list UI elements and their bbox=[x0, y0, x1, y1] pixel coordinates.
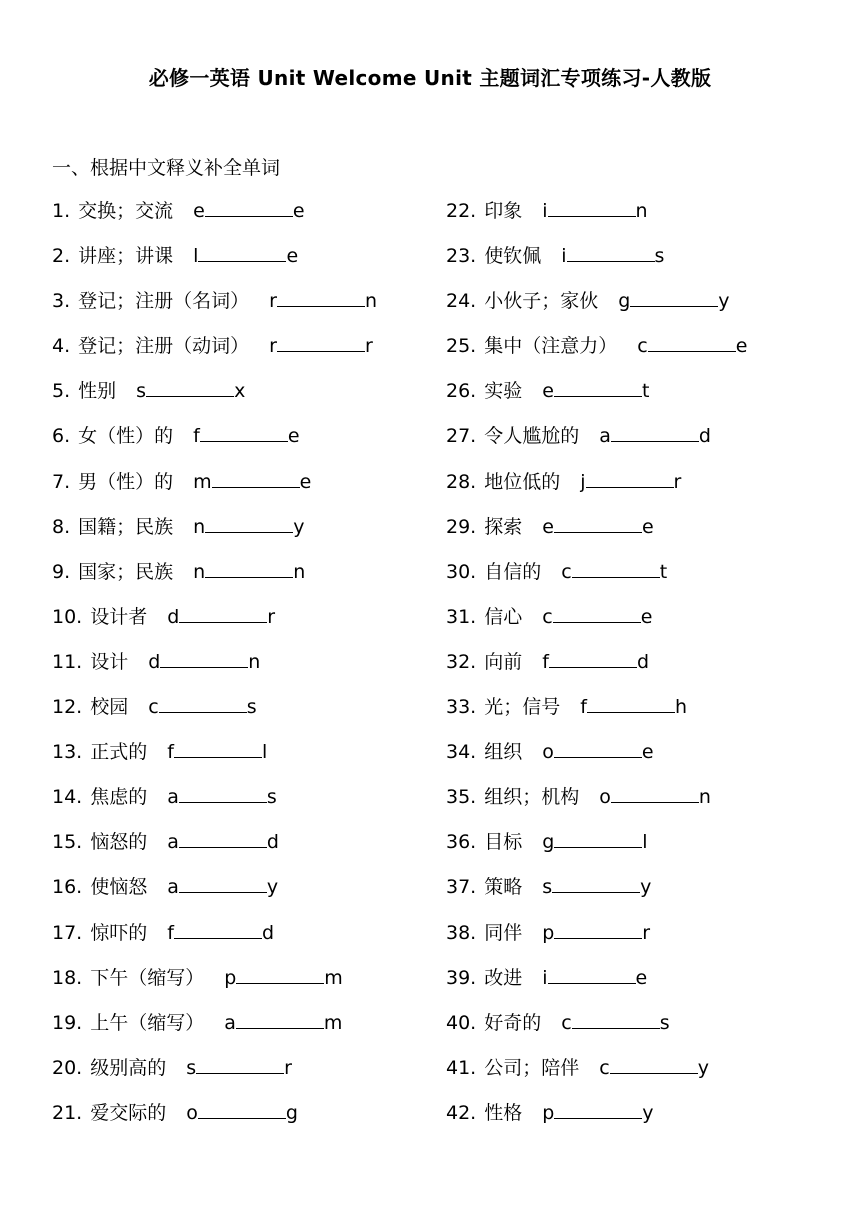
first-letter: d bbox=[167, 605, 180, 628]
last-letter: n bbox=[248, 650, 261, 673]
item-meaning: 设计 bbox=[90, 650, 129, 673]
item-number: 5. bbox=[52, 380, 71, 403]
blank-line[interactable] bbox=[277, 288, 365, 307]
exercise-item bbox=[52, 827, 377, 872]
first-letter: o bbox=[186, 1101, 198, 1124]
item-meaning: 下午（缩写） bbox=[90, 966, 205, 989]
last-letter: r bbox=[642, 921, 651, 944]
item-meaning: 恼怒的 bbox=[90, 831, 148, 854]
exercise-item bbox=[52, 782, 377, 827]
right-column bbox=[446, 196, 747, 1143]
last-letter: d bbox=[261, 921, 274, 944]
item-number: 6. bbox=[52, 425, 71, 448]
answer-blank[interactable] bbox=[542, 737, 653, 767]
exercise-item bbox=[52, 737, 377, 782]
exercise-item bbox=[446, 557, 747, 602]
last-letter: e bbox=[641, 515, 654, 538]
first-letter: f bbox=[167, 921, 174, 944]
item-meaning: 地位低的 bbox=[484, 470, 561, 493]
item-number: 36. bbox=[446, 831, 477, 854]
blank-line[interactable] bbox=[549, 649, 637, 668]
last-letter: l bbox=[642, 831, 648, 854]
last-letter: e bbox=[292, 200, 305, 222]
last-letter: e bbox=[286, 245, 299, 268]
blank-line[interactable] bbox=[205, 198, 293, 217]
first-letter: c bbox=[637, 335, 648, 358]
item-meaning: 好奇的 bbox=[484, 1011, 542, 1034]
blank-line[interactable] bbox=[236, 1010, 324, 1029]
blank-line[interactable] bbox=[548, 198, 636, 217]
first-letter: p bbox=[224, 966, 237, 989]
answer-blank[interactable] bbox=[561, 557, 667, 587]
answer-blank[interactable] bbox=[193, 421, 299, 451]
first-letter: c bbox=[561, 560, 572, 583]
last-letter: y bbox=[293, 515, 305, 538]
answer-blank[interactable] bbox=[542, 602, 652, 632]
last-letter: n bbox=[698, 786, 711, 809]
item-meaning: 设计者 bbox=[90, 605, 148, 628]
item-meaning: 校园 bbox=[90, 696, 129, 719]
exercise-item bbox=[446, 872, 747, 917]
blank-line[interactable] bbox=[554, 514, 642, 533]
last-letter: y bbox=[266, 876, 279, 899]
blank-line[interactable] bbox=[174, 739, 262, 758]
item-meaning: 正式的 bbox=[90, 741, 148, 764]
exercise-item bbox=[446, 827, 747, 872]
item-number: 42. bbox=[446, 1101, 477, 1124]
item-meaning: 国籍；民族 bbox=[78, 515, 174, 538]
answer-blank[interactable] bbox=[167, 827, 279, 857]
first-letter: c bbox=[599, 1056, 610, 1079]
item-number: 1. bbox=[52, 200, 71, 222]
exercise-item bbox=[446, 241, 747, 286]
item-meaning: 男（性）的 bbox=[78, 470, 174, 493]
last-letter: y bbox=[642, 1101, 654, 1124]
exercise-item bbox=[52, 376, 377, 421]
blank-line[interactable] bbox=[179, 874, 267, 893]
first-letter: m bbox=[193, 470, 212, 493]
exercise-item bbox=[52, 286, 377, 331]
exercise-item bbox=[446, 1053, 747, 1098]
first-letter: j bbox=[580, 470, 586, 493]
exercise-item bbox=[446, 1098, 747, 1143]
blank-line[interactable] bbox=[587, 694, 675, 713]
first-letter: o bbox=[542, 741, 554, 764]
first-letter: c bbox=[542, 605, 553, 628]
blank-line[interactable] bbox=[554, 739, 642, 758]
blank-line[interactable] bbox=[552, 874, 640, 893]
exercise-item bbox=[52, 602, 377, 647]
blank-line[interactable] bbox=[554, 1100, 642, 1119]
exercise-item bbox=[52, 963, 377, 1008]
exercise-item bbox=[446, 963, 747, 1008]
item-number: 40. bbox=[446, 1011, 477, 1034]
item-number: 26. bbox=[446, 380, 477, 403]
item-number: 24. bbox=[446, 290, 477, 313]
item-number: 11. bbox=[52, 650, 83, 673]
exercise-item bbox=[446, 1008, 747, 1053]
blank-line[interactable] bbox=[159, 694, 247, 713]
first-letter: n bbox=[193, 515, 206, 538]
last-letter: t bbox=[659, 560, 668, 583]
exercise-item bbox=[52, 196, 377, 241]
item-number: 21. bbox=[52, 1101, 83, 1124]
item-meaning: 集中（注意力） bbox=[484, 335, 618, 358]
last-letter: n bbox=[364, 290, 378, 313]
answer-blank[interactable] bbox=[269, 331, 373, 361]
exercise-item bbox=[52, 918, 377, 963]
answer-blank[interactable] bbox=[193, 241, 298, 271]
first-letter: p bbox=[542, 921, 555, 944]
last-letter: t bbox=[641, 380, 650, 403]
last-letter: m bbox=[323, 1011, 343, 1034]
answer-blank[interactable] bbox=[542, 1098, 653, 1128]
last-letter: e bbox=[287, 425, 300, 448]
blank-line[interactable] bbox=[205, 559, 293, 578]
first-letter: i bbox=[561, 245, 567, 268]
last-letter: r bbox=[284, 1056, 292, 1079]
answer-blank[interactable] bbox=[193, 196, 304, 226]
blank-line[interactable] bbox=[236, 965, 324, 984]
blank-line[interactable] bbox=[198, 1100, 286, 1119]
answer-blank[interactable] bbox=[193, 467, 311, 497]
exercise-item bbox=[446, 376, 747, 421]
first-letter: g bbox=[542, 831, 555, 854]
answer-blank[interactable] bbox=[224, 1008, 342, 1038]
blank-line[interactable] bbox=[200, 423, 288, 442]
answer-blank[interactable] bbox=[167, 918, 274, 948]
item-number: 34. bbox=[446, 741, 477, 764]
blank-line[interactable] bbox=[611, 423, 699, 442]
item-number: 25. bbox=[446, 335, 477, 358]
first-letter: e bbox=[542, 380, 554, 403]
exercise-item bbox=[52, 512, 377, 557]
first-letter: o bbox=[599, 786, 611, 809]
item-meaning: 同伴 bbox=[484, 921, 523, 944]
first-letter: a bbox=[167, 831, 179, 854]
blank-line[interactable] bbox=[572, 559, 660, 578]
item-meaning: 交换；交流 bbox=[78, 200, 174, 222]
last-letter: h bbox=[674, 696, 687, 719]
answer-blank[interactable] bbox=[148, 692, 256, 722]
exercise-item bbox=[446, 421, 747, 466]
exercise-item bbox=[446, 467, 747, 512]
exercise-item bbox=[52, 241, 377, 286]
first-letter: r bbox=[269, 335, 277, 358]
item-meaning: 爱交际的 bbox=[90, 1101, 167, 1124]
item-number: 32. bbox=[446, 650, 477, 673]
blank-line[interactable] bbox=[198, 243, 286, 262]
blank-line[interactable] bbox=[586, 469, 674, 488]
exercise-item bbox=[446, 196, 747, 241]
first-letter: a bbox=[167, 786, 179, 809]
last-letter: d bbox=[266, 831, 279, 854]
item-number: 30. bbox=[446, 560, 477, 583]
item-meaning: 探索 bbox=[484, 515, 523, 538]
blank-line[interactable] bbox=[146, 378, 234, 397]
item-number: 13. bbox=[52, 741, 83, 764]
item-meaning: 小伙子；家伙 bbox=[484, 290, 599, 313]
blank-line[interactable] bbox=[179, 784, 267, 803]
blank-line[interactable] bbox=[610, 1055, 698, 1074]
answer-blank[interactable] bbox=[580, 467, 681, 497]
section-heading: 一、根据中文释义补全单词 bbox=[52, 157, 281, 179]
exercise-item bbox=[446, 782, 747, 827]
first-letter: e bbox=[542, 515, 554, 538]
item-number: 38. bbox=[446, 921, 477, 944]
item-meaning: 策略 bbox=[484, 876, 523, 899]
last-letter: y bbox=[718, 290, 730, 313]
answer-blank[interactable] bbox=[136, 376, 245, 406]
answer-blank[interactable] bbox=[637, 331, 747, 361]
item-number: 8. bbox=[52, 515, 71, 538]
item-meaning: 公司；陪伴 bbox=[484, 1056, 580, 1079]
item-number: 20. bbox=[52, 1056, 83, 1079]
blank-line[interactable] bbox=[174, 920, 262, 939]
item-meaning: 向前 bbox=[484, 650, 523, 673]
item-number: 35. bbox=[446, 786, 477, 809]
exercise-item bbox=[446, 512, 747, 557]
exercise-item bbox=[52, 331, 377, 376]
answer-blank[interactable] bbox=[167, 782, 277, 812]
first-letter: f bbox=[580, 696, 587, 719]
item-meaning: 惊吓的 bbox=[90, 921, 148, 944]
answer-blank[interactable] bbox=[542, 963, 647, 993]
last-letter: m bbox=[324, 966, 343, 989]
last-letter: r bbox=[267, 605, 276, 628]
item-meaning: 实验 bbox=[484, 380, 523, 403]
exercise-item bbox=[52, 421, 377, 466]
last-letter: x bbox=[234, 380, 246, 403]
last-letter: e bbox=[641, 741, 654, 764]
answer-blank[interactable] bbox=[542, 827, 647, 857]
answer-blank[interactable] bbox=[542, 376, 649, 406]
item-meaning: 信心 bbox=[484, 605, 523, 628]
answer-blank[interactable] bbox=[542, 512, 653, 542]
answer-blank[interactable] bbox=[193, 557, 305, 587]
answer-blank[interactable] bbox=[599, 782, 711, 812]
blank-line[interactable] bbox=[648, 333, 736, 352]
item-meaning: 上午（缩写） bbox=[90, 1011, 205, 1034]
first-letter: f bbox=[542, 650, 549, 673]
first-letter: p bbox=[542, 1101, 555, 1124]
first-letter: d bbox=[148, 650, 161, 673]
item-number: 2. bbox=[52, 245, 71, 268]
exercise-item bbox=[446, 918, 747, 963]
answer-blank[interactable] bbox=[561, 1008, 669, 1038]
item-number: 23. bbox=[446, 245, 477, 268]
blank-line[interactable] bbox=[548, 965, 636, 984]
item-meaning: 女（性）的 bbox=[78, 425, 174, 448]
item-number: 18. bbox=[52, 966, 83, 989]
last-letter: r bbox=[673, 470, 682, 493]
item-number: 15. bbox=[52, 831, 83, 854]
left-column bbox=[52, 196, 377, 1143]
last-letter: n bbox=[293, 560, 306, 583]
first-letter: s bbox=[542, 876, 553, 899]
first-letter: f bbox=[167, 741, 174, 764]
last-letter: s bbox=[659, 1011, 670, 1034]
item-number: 7. bbox=[52, 470, 71, 493]
answer-blank[interactable] bbox=[148, 647, 260, 677]
first-letter: a bbox=[224, 1011, 236, 1034]
exercise-item bbox=[446, 602, 747, 647]
item-number: 9. bbox=[52, 560, 71, 583]
item-meaning: 登记；注册（动词） bbox=[78, 335, 250, 358]
exercise-item bbox=[52, 872, 377, 917]
last-letter: d bbox=[636, 650, 649, 673]
last-letter: g bbox=[285, 1101, 298, 1124]
item-number: 22. bbox=[446, 200, 477, 222]
item-meaning: 性格 bbox=[484, 1101, 523, 1124]
item-number: 3. bbox=[52, 290, 71, 313]
answer-blank[interactable] bbox=[599, 421, 711, 451]
exercise-item bbox=[52, 1008, 377, 1053]
answer-blank[interactable] bbox=[186, 1053, 292, 1083]
answer-blank[interactable] bbox=[224, 963, 343, 993]
blank-line[interactable] bbox=[554, 378, 642, 397]
item-meaning: 级别高的 bbox=[90, 1056, 167, 1079]
first-letter: s bbox=[136, 380, 147, 403]
first-letter: a bbox=[167, 876, 179, 899]
exercise-item bbox=[52, 647, 377, 692]
item-number: 27. bbox=[446, 425, 477, 448]
answer-blank[interactable] bbox=[186, 1098, 298, 1128]
exercise-item bbox=[446, 331, 747, 376]
first-letter: l bbox=[193, 245, 199, 268]
blank-line[interactable] bbox=[554, 829, 642, 848]
exercise-item bbox=[52, 692, 377, 737]
answer-blank[interactable] bbox=[542, 647, 649, 677]
item-number: 14. bbox=[52, 786, 83, 809]
item-meaning: 组织 bbox=[484, 741, 523, 764]
last-letter: d bbox=[698, 425, 711, 448]
item-meaning: 焦虑的 bbox=[90, 786, 148, 809]
item-number: 4. bbox=[52, 335, 71, 358]
blank-line[interactable] bbox=[553, 604, 641, 623]
blank-line[interactable] bbox=[160, 649, 248, 668]
item-meaning: 改进 bbox=[484, 966, 523, 989]
answer-blank[interactable] bbox=[580, 692, 687, 722]
last-letter: e bbox=[299, 470, 312, 493]
item-number: 17. bbox=[52, 921, 83, 944]
item-meaning: 讲座；讲课 bbox=[78, 245, 174, 268]
blank-line[interactable] bbox=[205, 514, 293, 533]
answer-blank[interactable] bbox=[599, 1053, 709, 1083]
first-letter: a bbox=[599, 425, 611, 448]
blank-line[interactable] bbox=[212, 469, 300, 488]
first-letter: g bbox=[618, 290, 631, 313]
first-letter: s bbox=[186, 1056, 197, 1079]
answer-blank[interactable] bbox=[542, 196, 647, 226]
last-letter: y bbox=[697, 1056, 709, 1079]
item-number: 29. bbox=[446, 515, 477, 538]
answer-blank[interactable] bbox=[167, 602, 275, 632]
first-letter: n bbox=[193, 560, 206, 583]
first-letter: c bbox=[561, 1011, 572, 1034]
first-letter: i bbox=[542, 966, 548, 989]
item-meaning: 自信的 bbox=[484, 560, 542, 583]
first-letter: f bbox=[193, 425, 200, 448]
answer-blank[interactable] bbox=[542, 872, 651, 902]
blank-line[interactable] bbox=[179, 604, 267, 623]
item-number: 33. bbox=[446, 696, 477, 719]
blank-line[interactable] bbox=[572, 1010, 660, 1029]
item-meaning: 印象 bbox=[484, 200, 523, 222]
blank-line[interactable] bbox=[196, 1055, 284, 1074]
exercise-item bbox=[52, 1053, 377, 1098]
item-number: 28. bbox=[446, 470, 477, 493]
item-meaning: 组织；机构 bbox=[484, 786, 580, 809]
exercise-item bbox=[52, 557, 377, 602]
blank-line[interactable] bbox=[630, 288, 718, 307]
last-letter: r bbox=[364, 335, 373, 358]
answer-blank[interactable] bbox=[561, 241, 664, 271]
answer-blank[interactable] bbox=[167, 872, 278, 902]
exercise-item bbox=[52, 467, 377, 512]
document-title: 必修一英语 Unit Welcome Unit 主题词汇专项练习-人教版 bbox=[148, 66, 712, 90]
item-meaning: 国家；民族 bbox=[78, 560, 174, 583]
last-letter: s bbox=[654, 245, 665, 268]
item-meaning: 使钦佩 bbox=[484, 245, 542, 268]
blank-line[interactable] bbox=[277, 333, 365, 352]
item-number: 37. bbox=[446, 876, 477, 899]
item-meaning: 目标 bbox=[484, 831, 523, 854]
item-meaning: 性别 bbox=[78, 380, 117, 403]
item-meaning: 光；信号 bbox=[484, 696, 561, 719]
first-letter: e bbox=[193, 200, 205, 222]
exercise-item bbox=[446, 647, 747, 692]
item-meaning: 使恼怒 bbox=[90, 876, 148, 899]
item-number: 31. bbox=[446, 605, 477, 628]
item-number: 10. bbox=[52, 605, 83, 628]
item-number: 39. bbox=[446, 966, 477, 989]
exercise-item bbox=[446, 737, 747, 782]
first-letter: r bbox=[269, 290, 277, 313]
blank-line[interactable] bbox=[554, 920, 642, 939]
exercise-item bbox=[52, 1098, 377, 1143]
answer-blank[interactable] bbox=[542, 918, 650, 948]
answer-blank[interactable] bbox=[269, 286, 377, 316]
answer-blank[interactable] bbox=[618, 286, 729, 316]
last-letter: e bbox=[635, 966, 648, 989]
blank-line[interactable] bbox=[611, 784, 699, 803]
first-letter: c bbox=[148, 696, 159, 719]
item-number: 19. bbox=[52, 1011, 83, 1034]
answer-blank[interactable] bbox=[167, 737, 267, 767]
exercise-item bbox=[446, 692, 747, 737]
blank-line[interactable] bbox=[179, 829, 267, 848]
item-number: 16. bbox=[52, 876, 83, 899]
item-meaning: 令人尴尬的 bbox=[484, 425, 580, 448]
answer-blank[interactable] bbox=[193, 512, 304, 542]
blank-line[interactable] bbox=[567, 243, 655, 262]
last-letter: e bbox=[735, 335, 748, 358]
last-letter: s bbox=[246, 696, 257, 719]
exercise-item bbox=[446, 286, 747, 331]
item-number: 12. bbox=[52, 696, 83, 719]
last-letter: y bbox=[640, 876, 652, 899]
item-meaning: 登记；注册（名词） bbox=[78, 290, 250, 313]
last-letter: s bbox=[266, 786, 277, 809]
item-number: 41. bbox=[446, 1056, 477, 1079]
first-letter: i bbox=[542, 200, 548, 222]
last-letter: n bbox=[635, 200, 648, 222]
last-letter: e bbox=[640, 605, 653, 628]
last-letter: l bbox=[261, 741, 268, 764]
